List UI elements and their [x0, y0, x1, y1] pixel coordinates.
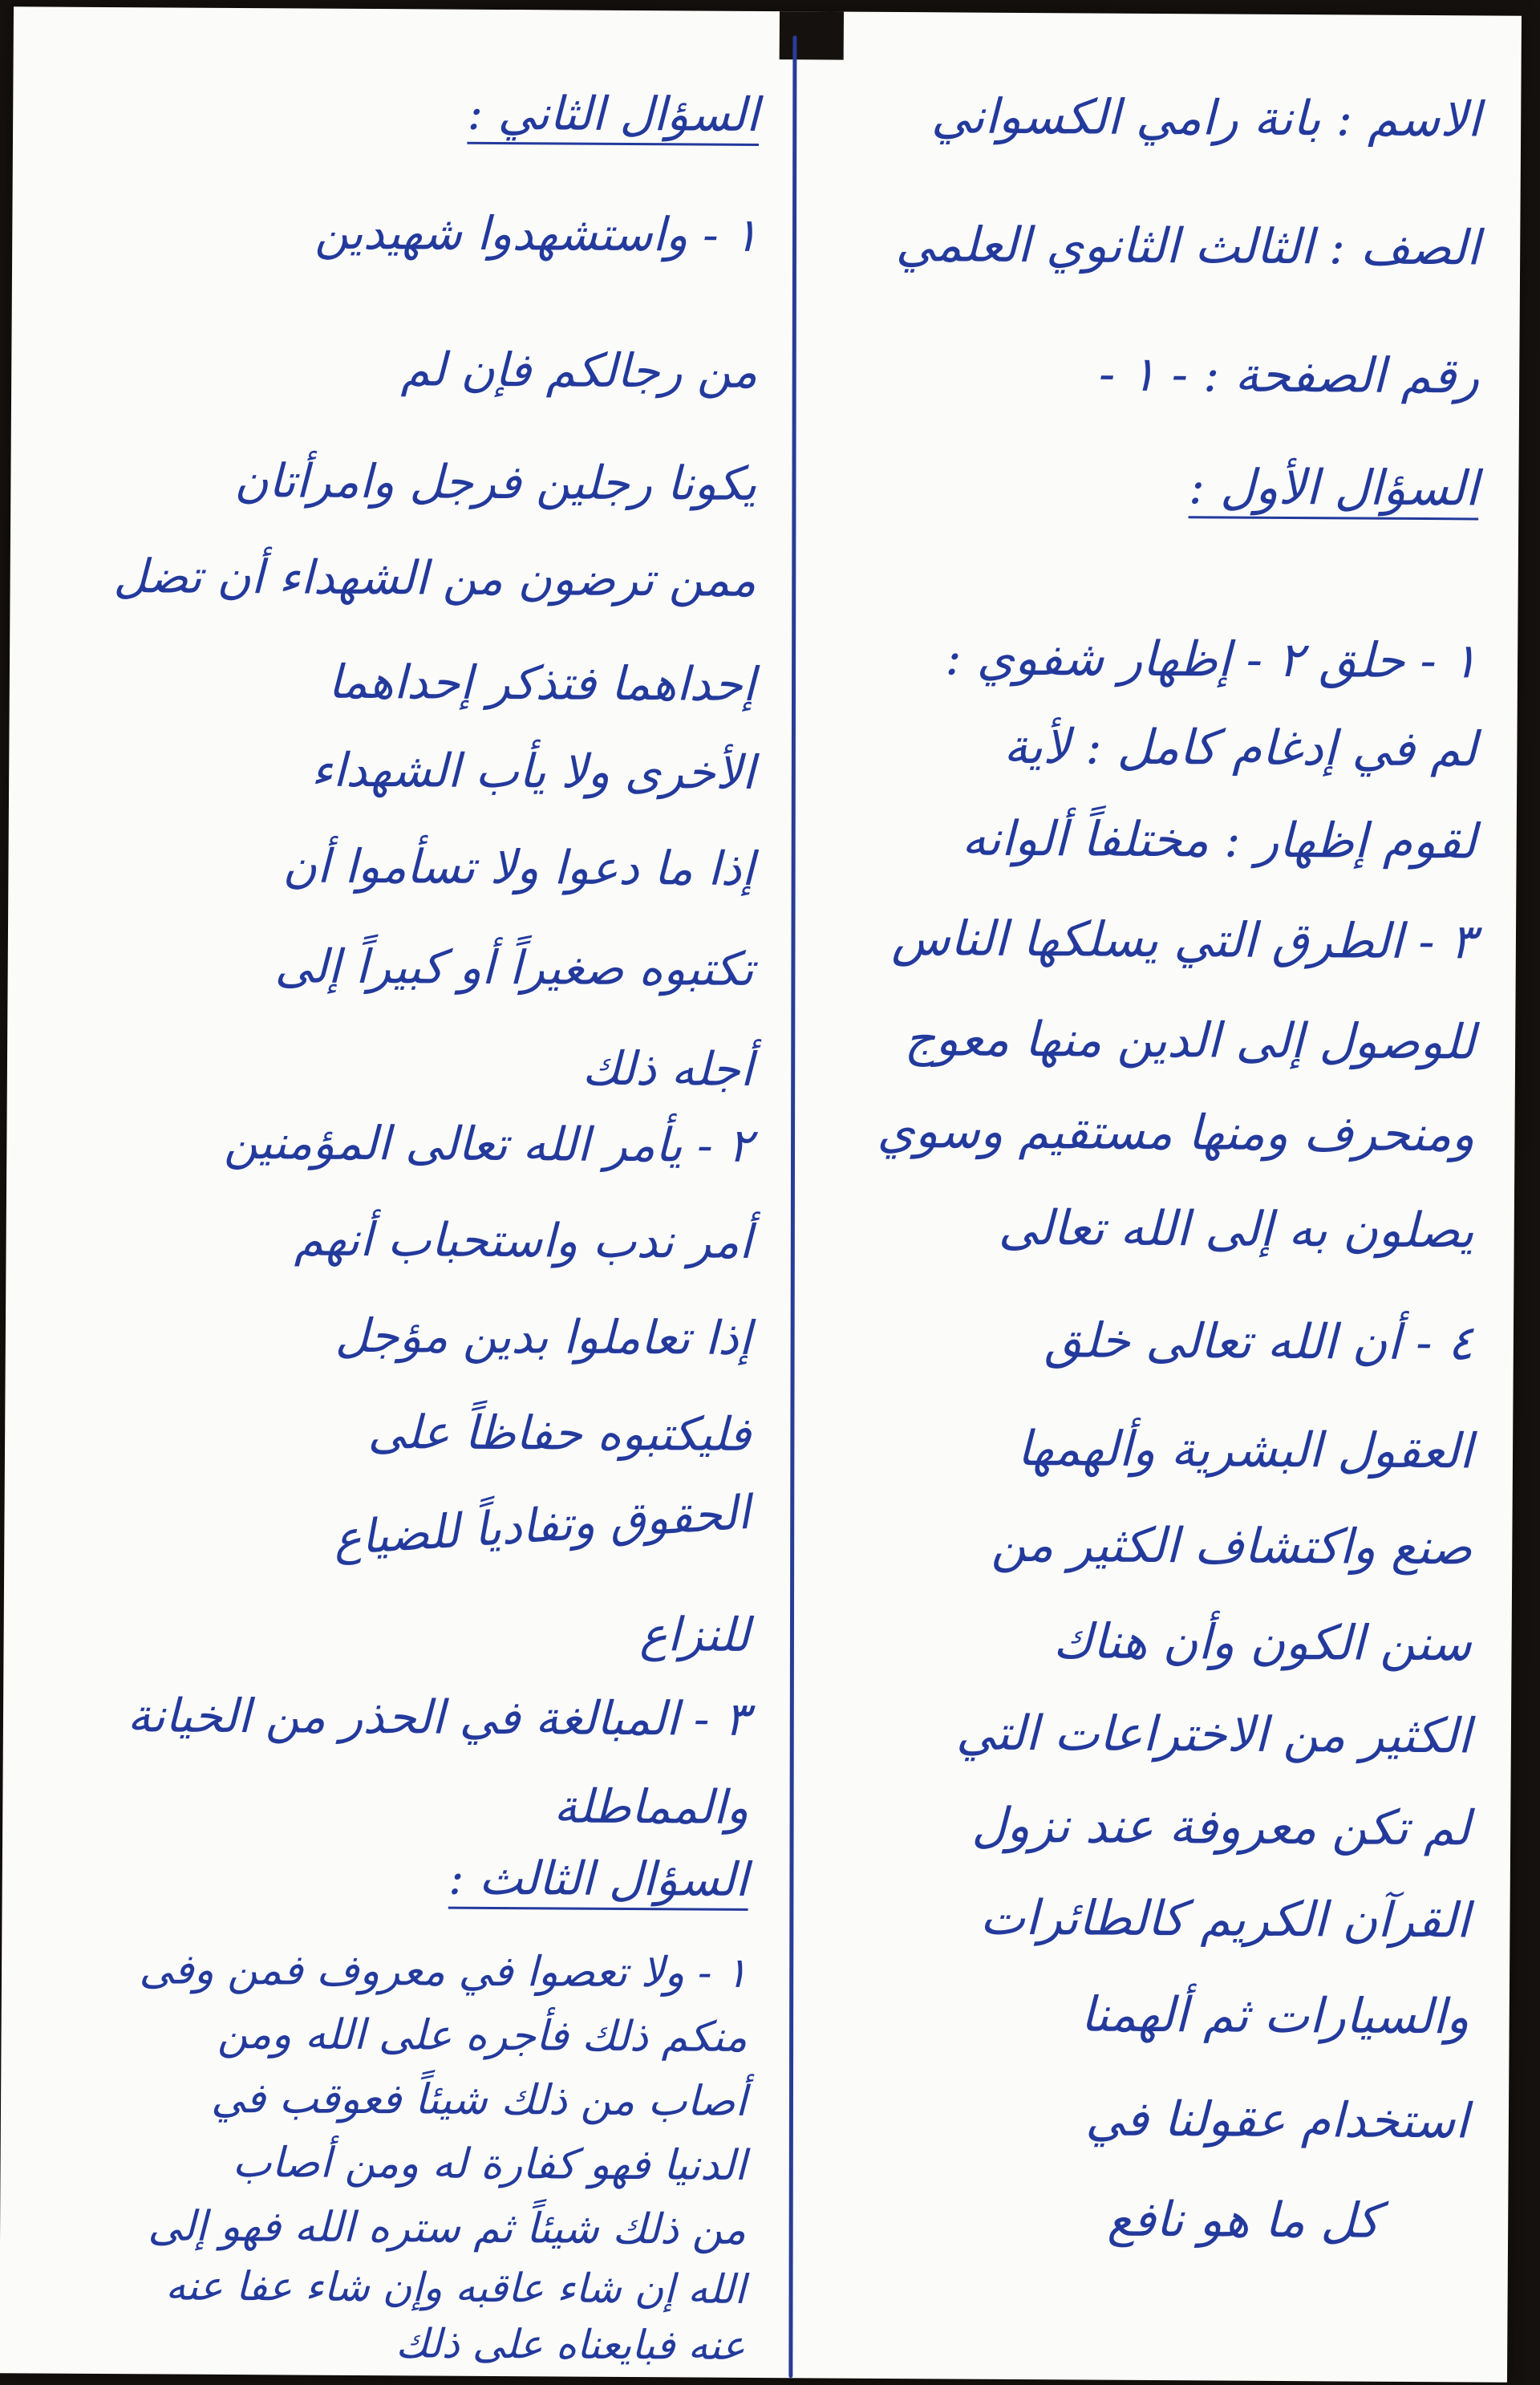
answer-line: عنه فبايعناه على ذلك: [395, 2320, 746, 2369]
section-2-title: السؤال الثاني :: [467, 85, 760, 142]
answer-line: للوصول إلى الدين منها معوج: [904, 1011, 1476, 1071]
notebook-sheet: [0, 6, 1522, 2382]
answer-line: لم تكن معروفة عند نزول: [971, 1797, 1471, 1857]
answer-line: العقول البشرية وألهمها: [1017, 1420, 1473, 1480]
answer-line: يصلون به إلى الله تعالى: [998, 1199, 1474, 1259]
answer-line: لم في إدغام كامل : لأية: [1003, 718, 1477, 778]
answer-line: الكثير من الاختراعات التي: [955, 1705, 1472, 1765]
answer-line: الأخرى ولا يأب الشهداء: [310, 742, 756, 800]
answer-line: الله إن شاء عاقبه وإن شاء عفا عنه: [165, 2262, 746, 2313]
answer-line: ١ - واستشهدوا شهيدين: [314, 205, 759, 262]
answer-line: ٤ - أن الله تعالى خلق: [1044, 1312, 1474, 1372]
answer-line: والمماطلة: [553, 1779, 749, 1835]
answer-line: منكم ذلك فأجره على الله ومن: [217, 2010, 748, 2062]
answer-line: تكتبوه صغيراً أو كبيراً إلى: [274, 939, 754, 996]
answer-line: ٣ - الطرق التي يسلكها الناس: [891, 910, 1477, 971]
answer-text: الحقوق وتفادياً للضياع: [331, 1484, 752, 1566]
answer-line: إحداهما فتذكر إحداهما: [327, 654, 756, 712]
answer-line: ومنحرف ومنها مستقيم وسوي: [877, 1102, 1475, 1163]
answer-line: ممن ترضون من الشهداء أن تضل: [113, 549, 756, 607]
answer-line: لقوم إظهار : مختلفاً ألوانه: [961, 810, 1477, 870]
answer-line: كل ما هو نافع: [1107, 2191, 1380, 2249]
answer-line: ٣ - المبالغة في الحذر من الخيانة: [127, 1688, 750, 1746]
answer-line: من رجالكم فإن لم: [400, 342, 758, 399]
answer-line: يكونا رجلين فرجل وامرأتان: [234, 452, 757, 511]
left-column: [15, 6, 784, 2378]
answer-line: والسيارات ثم ألهمنا: [1080, 1986, 1469, 2046]
answer-line: للنزاع: [639, 1607, 750, 1662]
answer-line: استخدام عقولنا في: [1085, 2091, 1469, 2150]
answer-line: أصاب من ذلك شيئاً فعوقب في: [210, 2074, 748, 2126]
student-grade: الصف : الثالث الثانوي العلمي: [895, 217, 1481, 277]
answer-line: أجله ذلك: [582, 1040, 754, 1097]
answer-line: أمر ندب واستحباب أنهم: [294, 1211, 752, 1269]
answer-line: ٢ - يأمر الله تعالى المؤمنين: [223, 1114, 753, 1173]
student-name: الاسم : بانة رامي الكسواني: [930, 88, 1481, 148]
right-column: [801, 11, 1506, 2382]
section-3-title: السؤال الثالث :: [448, 1850, 748, 1907]
answer-line: ١ - حلق ٢ - إظهار شفوي :: [945, 630, 1478, 690]
answer-line: إذا تعاملوا بدين مؤجل: [334, 1308, 752, 1365]
center-fold-line: [788, 35, 796, 2378]
answer-line: إذا ما دعوا ولا تسأموا أن: [282, 838, 755, 896]
answer-line: الدنيا فهو كفارة له ومن أصاب: [232, 2139, 747, 2190]
answer-line: [331, 1484, 752, 1566]
section-1-title: السؤال الأول :: [1188, 459, 1479, 517]
answer-line: من ذلك شيئاً ثم ستره الله فهو إلى: [148, 2202, 747, 2254]
page-number: رقم الصفحة : - ١ -: [1098, 346, 1480, 405]
answer-line: فليكتبوه حفاظاً على: [367, 1405, 752, 1462]
answer-line: صنع واكتشاف الكثير من: [991, 1516, 1473, 1576]
answer-line: القرآن الكريم كالطائرات: [979, 1889, 1470, 1949]
answer-line: سنن الكون وأن هناك: [1052, 1613, 1472, 1673]
answer-line: ١ - ولا تعصوا في معروف فمن وفى: [139, 1945, 748, 1998]
